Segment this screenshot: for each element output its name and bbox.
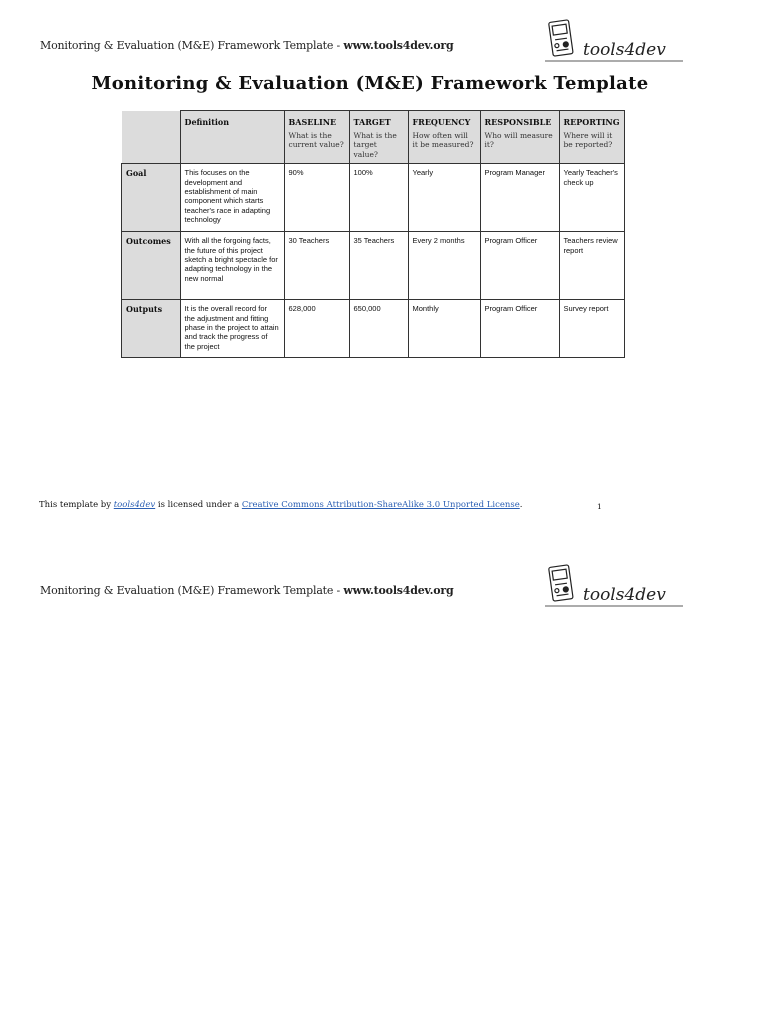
target-cell: 35 Teachers [349,232,408,300]
document-title: Monitoring & Evaluation (M&E) Framework Template [91,73,649,94]
header-title: Monitoring & Evaluation (M&E) Framework Template - [40,584,344,597]
table-header-row [122,111,625,164]
column-header-definition [180,111,284,164]
logo-text: tools4dev [583,585,666,605]
reporting-cell: Yearly Teacher's check up [559,164,624,232]
column-header-baseline [284,111,349,164]
header-url[interactable]: www.tools4dev.org [343,584,454,597]
column-title: BASELINE [288,117,337,127]
license-suffix: . [519,500,523,510]
column-subtitle: Where will it be reported? [563,131,613,150]
page-header-second [40,570,680,630]
definition-cell: It is the overall record for the adjustment and fitting phase in the project to attain and track the progress of the project [180,300,284,358]
reporting-cell: Teachers review report [559,232,624,300]
column-subtitle: What is the target value? [353,131,397,159]
license-notice [39,500,639,510]
definition-cell: With all the forgoing facts, the future of this project sketch a bright spectacle for adapting technology in the new normal [180,232,284,300]
target-cell: 650,000 [349,300,408,358]
corner-cell [122,111,181,164]
header-text [40,584,453,597]
definition-cell: This focuses on the development and establishment of main component which starts teacher's race in adapting technology [180,164,284,232]
header-title: Monitoring & Evaluation (M&E) Framework Template - [40,39,344,52]
baseline-cell: 628,000 [284,300,349,358]
mne-framework-table [121,110,625,358]
responsible-cell: Program Officer [480,232,559,300]
logo-text: tools4dev [583,40,666,60]
row-label: Outputs [122,300,181,358]
frequency-cell: Monthly [408,300,480,358]
creative-commons-link[interactable]: Creative Commons Attribution-ShareAlike 3.0 Unported License [241,500,520,510]
target-cell: 100% [349,164,408,232]
baseline-cell: 30 Teachers [284,232,349,300]
table-row-outcomes [122,232,625,300]
tools4dev-logo [545,17,685,67]
reporting-cell: Survey report [559,300,624,358]
frequency-cell: Every 2 months [408,232,480,300]
baseline-cell: 90% [284,164,349,232]
column-header-target [349,111,408,164]
table-row-goal [122,164,625,232]
page-number: 1 [597,502,602,511]
tools4dev-link[interactable]: tools4dev [113,500,156,510]
header-url[interactable]: www.tools4dev.org [343,39,454,52]
column-header-reporting [559,111,624,164]
row-label: Outcomes [122,232,181,300]
column-title: Definition [184,117,230,127]
license-middle: is licensed under a [155,500,242,510]
column-title: TARGET [353,117,391,127]
column-subtitle: How often will it be measured? [412,131,474,150]
table-row-outputs [122,300,625,358]
column-title: REPORTING [563,117,620,127]
row-label: Goal [122,164,181,232]
column-subtitle: What is the current value? [288,131,344,150]
responsible-cell: Program Officer [480,300,559,358]
frequency-cell: Yearly [408,164,480,232]
tools4dev-logo [545,562,685,612]
column-header-frequency [408,111,480,164]
column-header-responsible [480,111,559,164]
responsible-cell: Program Manager [480,164,559,232]
header-text [40,39,453,52]
license-prefix: This template by [39,500,114,510]
column-title: RESPONSIBLE [484,117,552,127]
column-title: FREQUENCY [412,117,471,127]
column-subtitle: Who will measure it? [484,131,553,150]
